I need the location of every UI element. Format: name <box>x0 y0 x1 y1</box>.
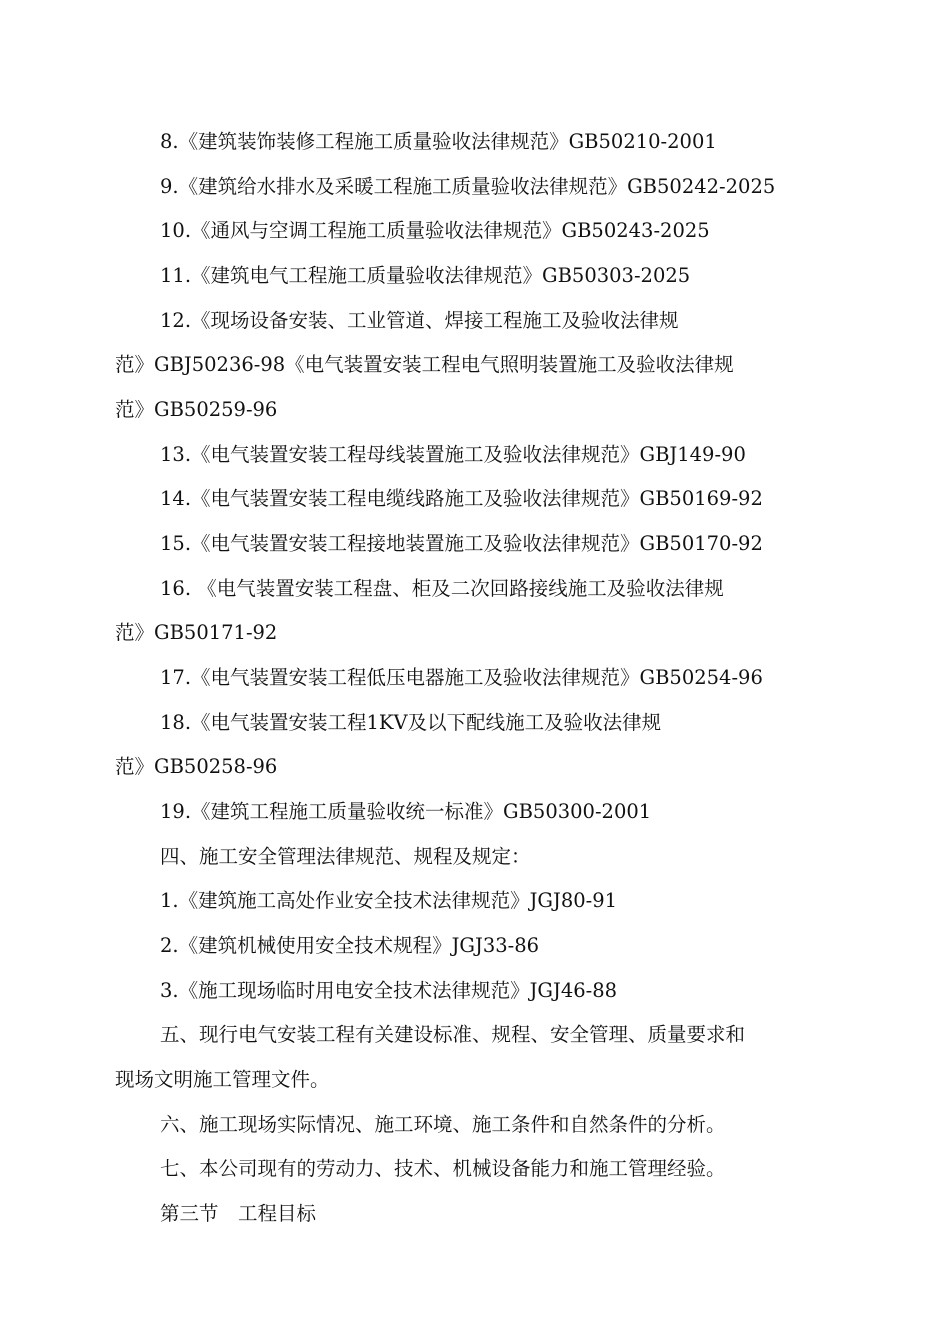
standard-item-9: 9.《建筑给水排水及采暖工程施工质量验收法律规范》GB50242-2025 <box>160 175 776 198</box>
section-seven: 七、本公司现有的劳动力、技术、机械设备能力和施工管理经验。 <box>160 1157 726 1180</box>
safety-item-2: 2.《建筑机械使用安全技术规程》JGJ33-86 <box>160 934 540 957</box>
section-heading-project-goals: 第三节 工程目标 <box>160 1202 317 1225</box>
standard-item-18-line-1: 18.《电气装置安装工程1KV及以下配线施工及验收法律规 <box>160 711 662 734</box>
safety-item-3: 3.《施工现场临时用电安全技术法律规范》JGJ46-88 <box>160 979 618 1002</box>
section-six: 六、施工现场实际情况、施工环境、施工条件和自然条件的分析。 <box>160 1113 726 1136</box>
standard-item-17: 17.《电气装置安装工程低压电器施工及验收法律规范》GB50254-96 <box>160 666 763 689</box>
standard-item-12-line-3: 范》GB50259-96 <box>115 398 278 421</box>
standard-item-13: 13.《电气装置安装工程母线装置施工及验收法律规范》GBJ149-90 <box>160 443 746 466</box>
standard-item-10: 10.《通风与空调工程施工质量验收法律规范》GB50243-2025 <box>160 219 710 242</box>
section-five-line-1: 五、现行电气安装工程有关建设标准、规程、安全管理、质量要求和 <box>160 1023 746 1046</box>
standard-item-14: 14.《电气装置安装工程电缆线路施工及验收法律规范》GB50169-92 <box>160 487 763 510</box>
standard-item-11: 11.《建筑电气工程施工质量验收法律规范》GB50303-2025 <box>160 264 691 287</box>
standard-item-12-line-1: 12.《现场设备安装、工业管道、焊接工程施工及验收法律规 <box>160 309 679 332</box>
standard-item-16-line-2: 范》GB50171-92 <box>115 621 278 644</box>
safety-item-1: 1.《建筑施工高处作业安全技术法律规范》JGJ80-91 <box>160 889 618 912</box>
standard-item-19: 19.《建筑工程施工质量验收统一标准》GB50300-2001 <box>160 800 652 823</box>
section-four-heading: 四、施工安全管理法律规范、规程及规定： <box>160 845 531 868</box>
standard-item-8: 8.《建筑装饰装修工程施工质量验收法律规范》GB50210-2001 <box>160 130 717 153</box>
standard-item-16-line-1: 16. 《电气装置安装工程盘、柜及二次回路接线施工及验收法律规 <box>160 577 724 600</box>
section-five-line-2: 现场文明施工管理文件。 <box>115 1068 330 1091</box>
standard-item-18-line-2: 范》GB50258-96 <box>115 755 278 778</box>
standard-item-15: 15.《电气装置安装工程接地装置施工及验收法律规范》GB50170-92 <box>160 532 763 555</box>
standard-item-12-line-2: 范》GBJ50236-98《电气装置安装工程电气照明装置施工及验收法律规 <box>115 353 734 376</box>
